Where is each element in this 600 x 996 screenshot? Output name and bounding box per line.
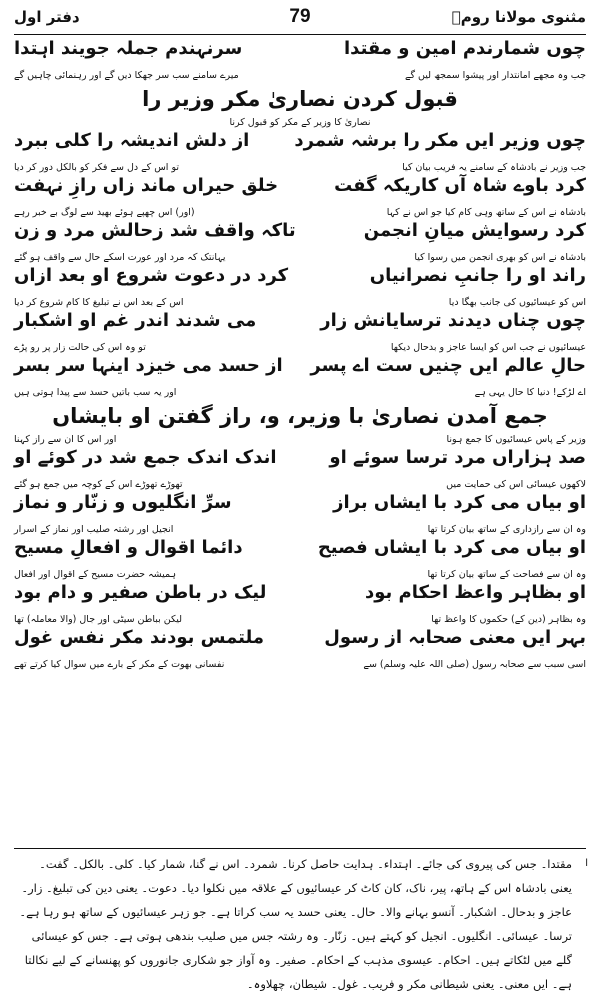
translation-first: بادشاہ نے اس کو بھری انجمن میں رسوا کیا: [414, 252, 586, 263]
translation-line: [14, 340, 586, 355]
couplet: [14, 130, 586, 160]
hemistich-second: کرد در دعوت شروع او بعد ازاں: [14, 265, 289, 286]
hemistich-second: تاکہ واقف شد زحالش مرد و زن: [14, 220, 296, 241]
couplet: [14, 627, 586, 657]
translation-first: جب وزیر نے بادشاہ کے سامنے یہ فریب بیان کیا: [402, 162, 586, 173]
translation-second: اور یہ سب باتیں حسد سے پیدا ہوتی ہیں: [14, 387, 177, 398]
translation-second: تھوڑے تھوڑے اس کے کوچہ میں جمع ہو گئے: [14, 479, 183, 490]
couplet: [14, 447, 586, 477]
translation-first: وہ ان سے فصاحت کے ساتھ بیان کرتا تھا: [427, 569, 586, 580]
couplet: [14, 492, 586, 522]
translation-line: [14, 657, 586, 672]
translation-first: جب وہ مجھے امانتدار اور پیشوا سمجھ لیں گے: [404, 70, 586, 81]
translation-second: اس کے بعد اس نے تبلیغ کا کام شروع کر دیا: [14, 297, 184, 308]
hemistich-second: از حسد می خیزد اینہا سر بسر: [14, 355, 283, 376]
couplet: [14, 582, 586, 612]
hemistich-first: او بظاہر واعظ احکام بود: [365, 582, 586, 603]
hemistich-first: بہر ایں معنی صحابہ از رسول: [324, 627, 586, 648]
hemistich-first: راند او را جانبِ نصرانیاں: [369, 265, 586, 286]
hemistich-first: حالِ عالم ایں چنیں ست اے پسر: [310, 355, 586, 376]
translation-second: میرے سامنے سب سر جھکا دیں گے اور رہنمائی چاہیں گے: [14, 70, 239, 81]
hemistich-second: سرنہندم جملہ جویند اہتدا: [14, 38, 243, 59]
couplet: [14, 220, 586, 250]
translation-line: [14, 160, 586, 175]
couplet: [14, 38, 586, 68]
hemistich-first: کرد رسوایش میانِ انجمن: [363, 220, 586, 241]
hemistich-first: کرد باوے شاہ آں کاریکہ گفت: [334, 175, 586, 196]
couplet: [14, 355, 586, 385]
footnote-text: مقتدا۔ جس کی پیروی کی جائے۔ اہتداء۔ ہدایت حاصل کرنا۔ شمرد۔ اس نے گنا، شمار کیا۔ کلی۔ بالکل۔ گفت۔ یعنی بادشاہ اس کے ہاتھ، پیر، ناک، کان کاٹ کر عیسائیوں کے علاقہ میں نکلوا دیا۔ دعوت۔ یعنی دین کی تبلیغ۔ زار۔ عاجز و بدحال۔ اشکبار۔ آنسو بہانے والا۔ حال۔ یعنی حسد یہ سب کراتا ہے۔ جو زہر عیسائیوں کے ساتھ ہو رہا ہے۔ ترسا۔ عیسائی۔ انگلیوں۔ انجیل کو کہتے ہیں۔ زنّار۔ وہ رشتہ جس میں صلیب بندھی ہوتی ہے۔ جس کو عیسائی گلے میں لٹکاتے ہیں۔ احکام۔ عیسوی مذہب کے احکام۔ صفیر۔ وہ آواز جو شکاری جانوروں کو پھنسانے کے لیے نکالتا ہے۔ ایں معنی۔ یعنی شیطانی مکر و فریب۔ غول۔ شیطان، چھلاوہ۔: [19, 857, 572, 991]
translation-first: بادشاہ نے اس کے ساتھ وہی کام کیا جو اس نے کہا: [386, 207, 586, 218]
couplet: [14, 265, 586, 295]
translation-second: ہمیشہ حضرت مسیح کے اقوال اور افعال: [14, 569, 177, 580]
hemistich-second: می شدند اندر غم او اشکبار: [14, 310, 257, 331]
couplet: [14, 537, 586, 567]
footnote: [14, 852, 586, 996]
hemistich-second: ملتمس بودند مکر نفس غول: [14, 627, 265, 648]
hemistich-second: اندک اندک جمع شد در کوئے او: [14, 447, 277, 468]
translation-second: (اور) اس چھپے ہوئے بھید سے لوگ بے خبر رہے: [14, 207, 195, 218]
translation-first: وزیر کے پاس عیسائیوں کا جمع ہونا: [446, 434, 586, 445]
section-heading: قبول کردن نصاریٰ مکر وزیر را: [142, 87, 458, 111]
hemistich-second: سرِّ انگلیوں و زنّار و نماز: [14, 492, 232, 513]
translation-line: [14, 68, 586, 83]
page-number: 79: [289, 6, 311, 27]
translation-line: [14, 612, 586, 627]
translation-first: عیسائیوں نے جب اس کو ایسا عاجز و بدحال دیکھا: [390, 342, 586, 353]
translation-line: [14, 250, 586, 265]
translation-line: [14, 205, 586, 220]
book-title: مثنوی مولانا رومؒ: [451, 8, 586, 26]
translation-first: اس کو عیسائیوں کی جانب بھگا دیا: [448, 297, 586, 308]
couplet: [14, 310, 586, 340]
translation-second: لیکن بباطن سیٹی اور جال (والا معاملہ) تھا: [14, 614, 183, 625]
hemistich-second: خلق حیراں ماند زاں رازِ نہفت: [14, 175, 279, 196]
hemistich-second: دائما اقوال و افعالِ مسیح: [14, 537, 243, 558]
hemistich-first: چوں وزیر ایں مکر را برشہ شمرد: [294, 130, 586, 151]
translation-second: نفسانی بھوت کے مکر کے بارے میں سوال کیا کرتے تھے: [14, 659, 225, 670]
volume-label: دفتر اول: [14, 8, 80, 26]
hemistich-first: صد ہزاراں مرد ترسا سوئے او: [329, 447, 586, 468]
hemistich-second: از دلش اندیشہ را کلی ببرد: [14, 130, 250, 151]
footnote-rule: [14, 848, 586, 849]
hemistich-first: چوں شمارندم امین و مقتدا: [344, 38, 586, 59]
translation-line: [14, 522, 586, 537]
translation-line: [14, 115, 586, 130]
hemistich-first: چوں چناں دیدند ترسایانش زار: [320, 310, 586, 331]
verse-body: [14, 38, 586, 838]
hemistich-first: او بیاں می کرد با ایشاں براز: [333, 492, 586, 513]
translation-line: [14, 567, 586, 582]
translation-line: [14, 432, 586, 447]
section-heading: جمع آمدن نصاریٰ با وزیر، و، راز گفتن او بایشاں: [52, 404, 548, 428]
translation-first: اسی سبب سے صحابہ رسول (صلی اللہ علیہ وسلم) سے: [363, 659, 586, 670]
hemistich-second: لیک در باطن صفیر و دام بود: [14, 582, 267, 603]
couplet: [14, 175, 586, 205]
translation-second: یہانتک کہ مرد اور عورت اسکے حال سے واقف ہو گئے: [14, 252, 226, 263]
translation-line: [14, 385, 586, 400]
translation-second: تو وہ اس کی حالت زار پر رو پڑے: [14, 342, 146, 353]
translation-first: اے لڑکے! دنیا کا حال یہی ہے: [474, 387, 586, 398]
footnote-marker: ا: [585, 858, 588, 869]
translation-line: [14, 295, 586, 310]
translation-text: نصاریٰ کا وزیر کے مکر کو قبول کرنا: [229, 117, 371, 128]
translation-second: اور اس کا ان سے راز کہنا: [14, 434, 117, 445]
translation-second: تو اس کے دل سے فکر کو بالکل دور کر دیا: [14, 162, 180, 173]
translation-line: [14, 477, 586, 492]
translation-first: وہ ان سے رازداری کے ساتھ بیان کرتا تھا: [427, 524, 586, 535]
translation-second: انجیل اور رشتہ صلیب اور نماز کے اسرار: [14, 524, 174, 535]
translation-first: وہ بظاہر (دین کے) حکموں کا واعظ تھا: [431, 614, 586, 625]
hemistich-first: او بیاں می کرد با ایشاں فصیح: [317, 537, 586, 558]
translation-first: لاکھوں عیسائی اس کی حمایت میں: [446, 479, 586, 490]
page-header: [14, 6, 586, 32]
header-rule: [14, 34, 586, 35]
